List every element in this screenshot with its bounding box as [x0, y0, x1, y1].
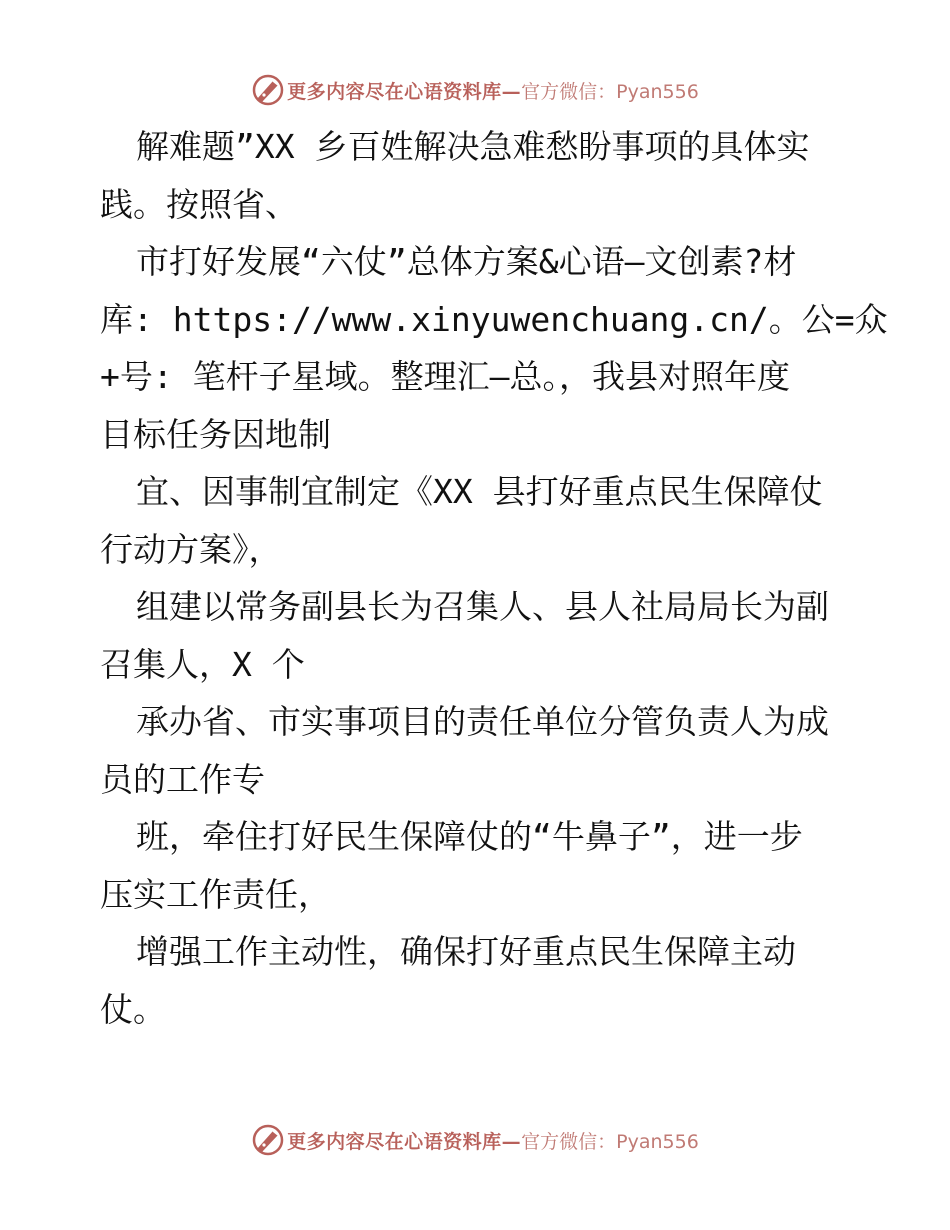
body-line: 践。按照省、 — [100, 184, 298, 224]
banner-wechat: 官方微信：Pyan556 — [521, 1130, 699, 1153]
body-line: 解难题”XX 乡百姓解决急难愁盼事项的具体实 — [136, 127, 810, 166]
body-line: 宜、因事制宜制定《XX 县打好重点民生保障仗 — [136, 472, 823, 511]
banner-text: 更多内容尽在心语资料库— — [287, 80, 522, 103]
body-line: 库: https://www.xinyuwenchuang.cn/。公=众 — [100, 299, 888, 339]
body-line: 压实工作责任， — [100, 874, 331, 914]
body-line: 承办省、市实事项目的责任单位分管负责人为成 — [136, 702, 829, 741]
header-watermark-banner — [0, 70, 950, 110]
body-line: +号: 笔杆子星域。整理汇—总。，我县对照年度 — [100, 357, 790, 396]
body-line: 班，牵住打好民生保障仗的“牛鼻子”，进一步 — [136, 817, 803, 856]
banner-wechat: 官方微信：Pyan556 — [521, 80, 699, 103]
body-line: 员的工作专 — [100, 759, 265, 799]
body-line: 召集人，X 个 — [100, 644, 305, 684]
banner-text: 更多内容尽在心语资料库— — [287, 1130, 522, 1153]
body-line: 组建以常务副县长为召集人、县人社局局长为副 — [136, 587, 829, 626]
body-line: 市打好发展“六仗”总体方案&心语—文创素?材 — [136, 242, 797, 281]
pen-nib-circle-icon — [251, 73, 285, 107]
body-line: 仗。 — [100, 989, 166, 1029]
document-body — [100, 118, 888, 1038]
pen-nib-circle-icon — [251, 1123, 285, 1157]
body-line: 目标任务因地制 — [100, 414, 331, 454]
footer-watermark-banner — [0, 1120, 950, 1160]
body-line: 增强工作主动性，确保打好重点民生保障主动 — [136, 932, 796, 971]
body-line: 行动方案》， — [100, 529, 282, 569]
